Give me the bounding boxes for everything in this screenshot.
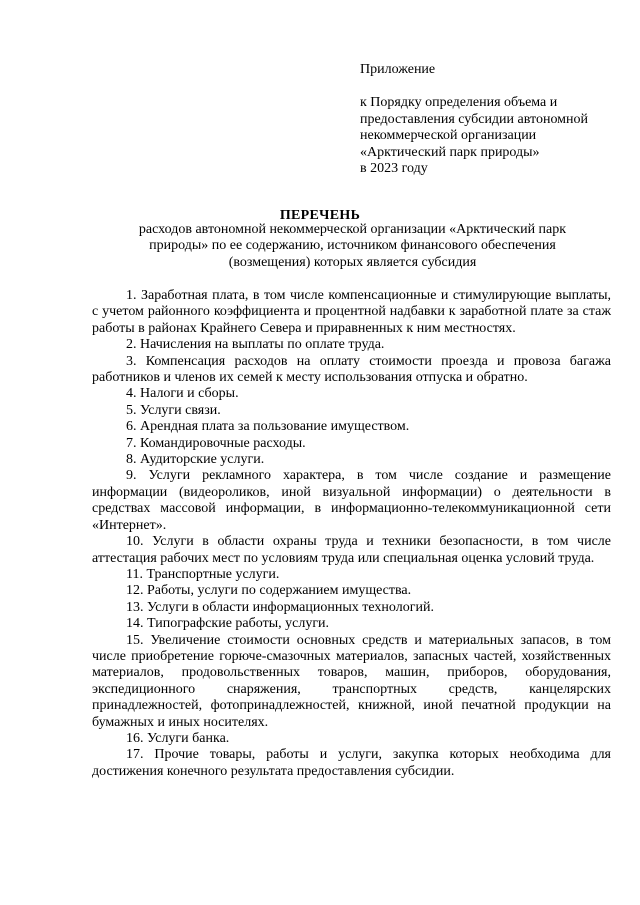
list-item-11: 11. Транспортные услуги. (126, 566, 280, 582)
appendix-title: Приложение (360, 62, 436, 77)
list-item-15: 15. Увеличение стоимости основных средств и материальных запасов, в том числе приобретение горюче-смазочных материалов, запасных частей, хозяйственных материалов, продовольственных товаров, машин, приборов, оборудования, экспедиционного снаряжения, транспортных средств, канцелярских принадлежностей, фотопринадлежностей, книжной, иной печатной продукции на бумажных и иных носителях. (92, 632, 611, 730)
appendix-line: к Порядку определения объема и (360, 95, 558, 111)
appendix-block (360, 62, 630, 177)
list-item-2: 2. Начисления на выплаты по оплате труда. (126, 337, 385, 353)
list-item-16: 16. Услуги банка. (126, 730, 230, 746)
list-item-12: 12. Работы, услуги по содержанием имущества. (126, 583, 412, 599)
appendix-line: предоставления субсидии автономной (360, 111, 589, 127)
document-title: ПЕРЕЧЕНЬ (279, 208, 361, 223)
subtitle-line: (возмещения) которых является субсидия (228, 254, 477, 270)
appendix-line: «Арктический парк природы» (360, 144, 540, 160)
appendix-reference (360, 95, 630, 177)
list-item-8: 8. Аудиторские услуги. (126, 452, 265, 468)
appendix-line: в 2023 году (360, 161, 428, 177)
expense-list (92, 288, 611, 780)
subtitle-line: расходов автономной некоммерческой организации «Арктический парк (138, 222, 567, 237)
list-item-1: 1. Заработная плата, в том числе компенсационные и стимулирующие выплаты, с учетом районного коэффициента и процентной надбавки к заработной плате за стаж работы в районах Крайнего Севера и приравненных к ним местностях. (92, 288, 611, 336)
list-item-4: 4. Налоги и сборы. (126, 386, 239, 402)
appendix-line: некоммерческой организации (360, 128, 537, 144)
document-subtitle (100, 222, 605, 271)
list-item-13: 13. Услуги в области информационных технологий. (126, 599, 434, 615)
subtitle-line: природы» по ее содержанию, источником финансового обеспечения (149, 238, 556, 254)
list-item-17: 17. Прочие товары, работы и услуги, закупка которых необходима для достижения конечного результата предоставления субсидии. (92, 747, 611, 779)
list-item-3: 3. Компенсация расходов на оплату стоимости проезда и провоза багажа работников и членов их семей к месту использования отпуска и обратно. (92, 353, 611, 386)
list-item-10: 10. Услуги в области охраны труда и техники безопасности, в том числе аттестация рабочих мест по условиям труда или специальная оценка условий труда. (92, 534, 611, 566)
list-item-7: 7. Командировочные расходы. (126, 435, 306, 451)
list-item-9: 9. Услуги рекламного характера, в том числе создание и размещение информации (видеороликов, иной визуальной информации) о деятельности в средствах массовой информации, в информационно-телекоммуникационной сети «Интернет». (92, 468, 611, 533)
list-item-6: 6. Арендная плата за пользование имуществом. (126, 419, 410, 435)
list-item-5: 5. Услуги связи. (126, 402, 221, 418)
list-item-14: 14. Типографские работы, услуги. (126, 616, 330, 632)
